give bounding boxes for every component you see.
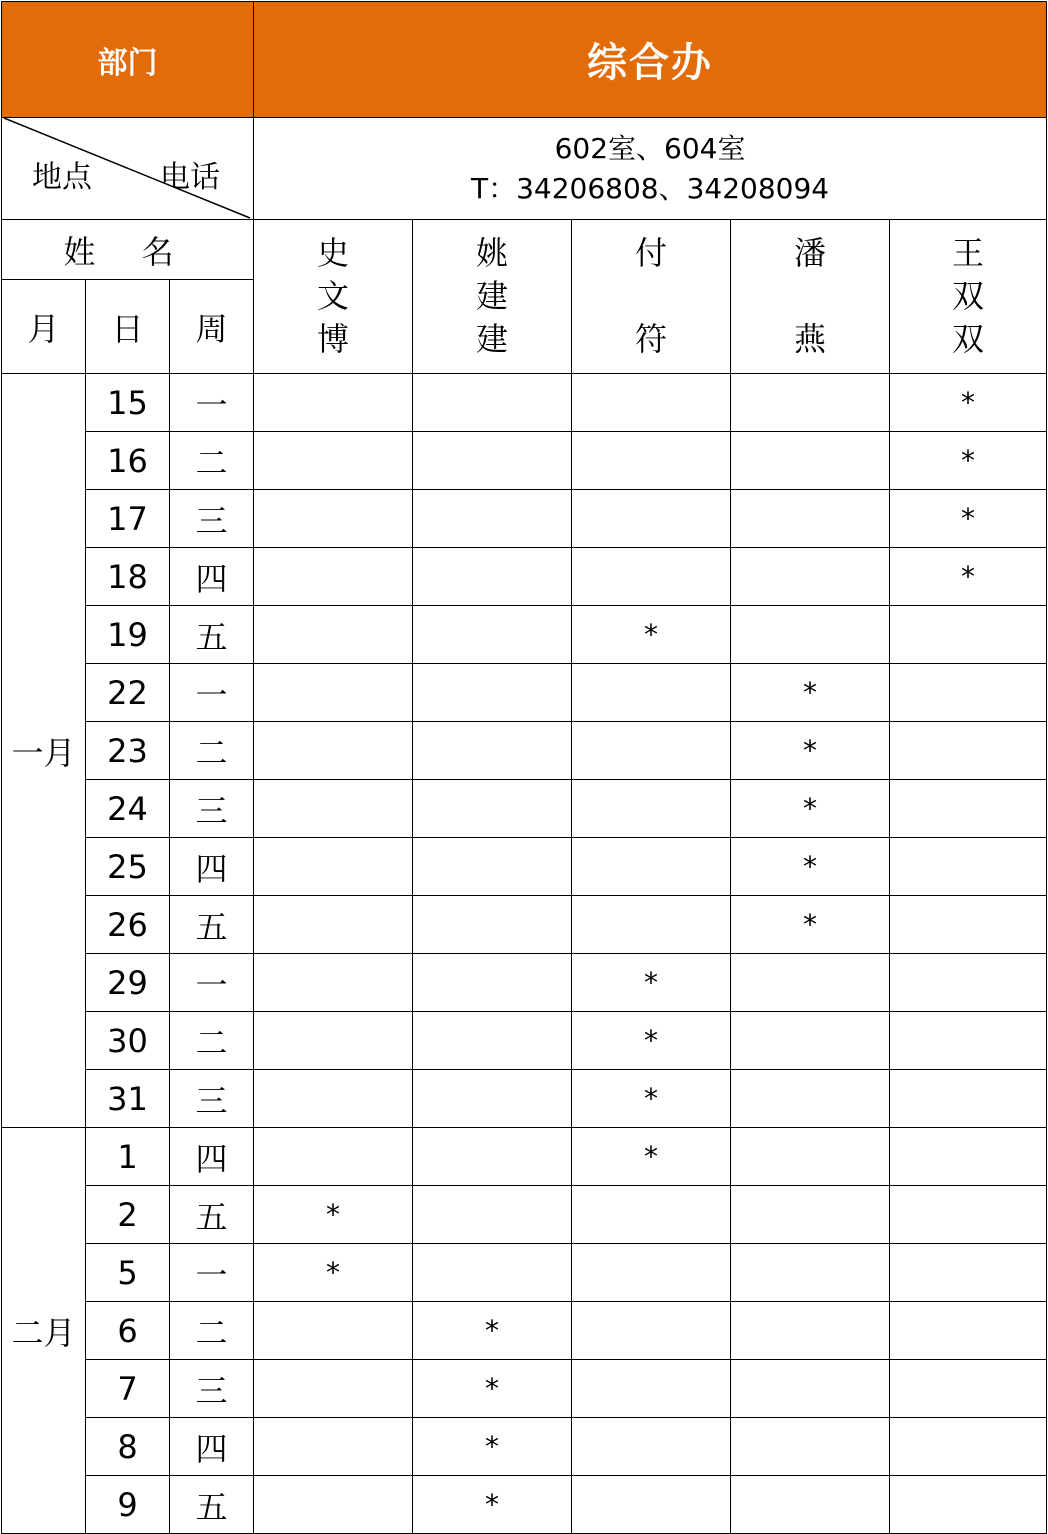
duty-mark-cell bbox=[890, 838, 1047, 896]
duty-mark-cell bbox=[413, 1244, 572, 1302]
duty-mark-cell bbox=[254, 1360, 413, 1418]
person-name-char bbox=[572, 275, 730, 318]
duty-mark-cell bbox=[572, 1476, 731, 1534]
duty-schedule-table bbox=[1, 1, 1047, 1534]
person-name-4 bbox=[731, 220, 890, 374]
duty-mark-cell: * bbox=[413, 1360, 572, 1418]
weekday-cell: 一 bbox=[170, 954, 254, 1012]
duty-mark-cell bbox=[890, 1244, 1047, 1302]
duty-mark-cell bbox=[254, 432, 413, 490]
duty-mark-cell bbox=[731, 1302, 890, 1360]
duty-mark-cell bbox=[572, 490, 731, 548]
schedule-row bbox=[2, 374, 1047, 432]
duty-mark-cell bbox=[890, 896, 1047, 954]
duty-mark-cell bbox=[572, 374, 731, 432]
weekday-cell: 二 bbox=[170, 1012, 254, 1070]
department-name: 综合办 bbox=[254, 2, 1047, 118]
duty-mark-cell: * bbox=[890, 432, 1047, 490]
duty-mark-cell bbox=[890, 664, 1047, 722]
duty-mark-cell bbox=[413, 780, 572, 838]
month-column-header: 月 bbox=[2, 280, 86, 374]
duty-mark-cell bbox=[254, 1128, 413, 1186]
duty-mark-cell bbox=[890, 1476, 1047, 1534]
duty-mark-cell bbox=[413, 548, 572, 606]
duty-mark-cell: * bbox=[731, 780, 890, 838]
name-title-row bbox=[2, 220, 1047, 280]
duty-mark-cell bbox=[413, 664, 572, 722]
schedule-row bbox=[2, 1244, 1047, 1302]
duty-mark-cell bbox=[731, 1128, 890, 1186]
name-title: 姓 名 bbox=[2, 220, 254, 280]
duty-mark-cell bbox=[254, 490, 413, 548]
schedule-row bbox=[2, 1128, 1047, 1186]
person-name-char: 王 bbox=[952, 234, 985, 272]
duty-mark-cell: * bbox=[731, 722, 890, 780]
schedule-row bbox=[2, 432, 1047, 490]
duty-mark-cell bbox=[254, 1476, 413, 1534]
weekday-cell: 四 bbox=[170, 548, 254, 606]
location-phone-row bbox=[2, 118, 1047, 220]
duty-mark-cell bbox=[572, 1244, 731, 1302]
duty-mark-cell bbox=[731, 606, 890, 664]
schedule-row bbox=[2, 1418, 1047, 1476]
duty-mark-cell: * bbox=[890, 548, 1047, 606]
duty-mark-cell bbox=[890, 1070, 1047, 1128]
schedule-row bbox=[2, 1070, 1047, 1128]
weekday-cell: 二 bbox=[170, 1302, 254, 1360]
day-cell: 2 bbox=[86, 1186, 170, 1244]
duty-mark-cell bbox=[254, 780, 413, 838]
duty-mark-cell bbox=[254, 954, 413, 1012]
duty-mark-cell bbox=[731, 1360, 890, 1418]
duty-mark-cell bbox=[254, 1070, 413, 1128]
person-name-char: 建 bbox=[476, 277, 509, 315]
weekday-cell: 一 bbox=[170, 1244, 254, 1302]
duty-mark-cell bbox=[890, 954, 1047, 1012]
schedule-row bbox=[2, 838, 1047, 896]
schedule-row bbox=[2, 954, 1047, 1012]
department-header-row bbox=[2, 2, 1047, 118]
day-cell: 8 bbox=[86, 1418, 170, 1476]
duty-mark-cell bbox=[731, 490, 890, 548]
person-name-char: 博 bbox=[317, 320, 350, 358]
duty-mark-cell: * bbox=[413, 1476, 572, 1534]
person-name-char: 文 bbox=[317, 277, 350, 315]
contact-info-cell bbox=[254, 118, 1047, 220]
duty-mark-cell: * bbox=[731, 896, 890, 954]
duty-mark-cell bbox=[254, 1302, 413, 1360]
person-name-char: 双 bbox=[952, 320, 985, 358]
location-phone-diagonal-cell bbox=[2, 118, 254, 220]
duty-mark-cell bbox=[413, 490, 572, 548]
duty-mark-cell bbox=[413, 374, 572, 432]
duty-mark-cell bbox=[890, 606, 1047, 664]
weekday-cell: 三 bbox=[170, 490, 254, 548]
duty-mark-cell bbox=[890, 1012, 1047, 1070]
weekday-cell: 三 bbox=[170, 1070, 254, 1128]
duty-mark-cell bbox=[731, 1012, 890, 1070]
schedule-row bbox=[2, 1476, 1047, 1534]
day-cell: 30 bbox=[86, 1012, 170, 1070]
weekday-cell: 四 bbox=[170, 838, 254, 896]
duty-mark-cell bbox=[731, 374, 890, 432]
duty-mark-cell bbox=[254, 374, 413, 432]
duty-mark-cell bbox=[731, 1418, 890, 1476]
schedule-row bbox=[2, 1012, 1047, 1070]
month-cell: 二月 bbox=[2, 1128, 86, 1534]
phone-numbers: T：34206808、34208094 bbox=[470, 171, 830, 205]
duty-mark-cell bbox=[254, 838, 413, 896]
schedule-row bbox=[2, 664, 1047, 722]
person-name-2 bbox=[413, 220, 572, 374]
duty-mark-cell bbox=[731, 432, 890, 490]
day-cell: 18 bbox=[86, 548, 170, 606]
duty-mark-cell: * bbox=[731, 838, 890, 896]
person-name-char: 建 bbox=[476, 320, 509, 358]
person-name-char bbox=[731, 275, 889, 318]
person-name-5 bbox=[890, 220, 1047, 374]
day-cell: 31 bbox=[86, 1070, 170, 1128]
duty-mark-cell bbox=[572, 548, 731, 606]
duty-mark-cell: * bbox=[572, 606, 731, 664]
duty-mark-cell bbox=[413, 1070, 572, 1128]
day-cell: 1 bbox=[86, 1128, 170, 1186]
duty-mark-cell bbox=[413, 896, 572, 954]
duty-mark-cell: * bbox=[890, 374, 1047, 432]
duty-mark-cell bbox=[413, 1128, 572, 1186]
day-cell: 9 bbox=[86, 1476, 170, 1534]
weekday-cell: 五 bbox=[170, 896, 254, 954]
duty-mark-cell bbox=[413, 432, 572, 490]
weekday-column-header: 周 bbox=[170, 280, 254, 374]
duty-mark-cell bbox=[413, 1186, 572, 1244]
duty-mark-cell bbox=[413, 954, 572, 1012]
room-numbers: 602室、604室 bbox=[554, 131, 746, 165]
person-name-char: 史 bbox=[317, 234, 350, 272]
person-name-char: 双 bbox=[952, 277, 985, 315]
duty-mark-cell: * bbox=[572, 1012, 731, 1070]
duty-mark-cell bbox=[731, 1244, 890, 1302]
duty-mark-cell bbox=[572, 722, 731, 780]
day-cell: 29 bbox=[86, 954, 170, 1012]
duty-mark-cell bbox=[413, 838, 572, 896]
day-cell: 19 bbox=[86, 606, 170, 664]
duty-mark-cell bbox=[890, 1418, 1047, 1476]
schedule-row bbox=[2, 722, 1047, 780]
duty-mark-cell bbox=[890, 1302, 1047, 1360]
weekday-cell: 二 bbox=[170, 722, 254, 780]
duty-mark-cell bbox=[254, 664, 413, 722]
person-name-3 bbox=[572, 220, 731, 374]
duty-mark-cell bbox=[890, 780, 1047, 838]
duty-mark-cell: * bbox=[254, 1186, 413, 1244]
schedule-row bbox=[2, 548, 1047, 606]
weekday-cell: 五 bbox=[170, 606, 254, 664]
person-name-char: 潘 bbox=[794, 234, 827, 272]
person-name-char: 付 bbox=[635, 234, 668, 272]
duty-mark-cell bbox=[413, 1012, 572, 1070]
duty-mark-cell bbox=[731, 954, 890, 1012]
schedule-row bbox=[2, 1360, 1047, 1418]
duty-mark-cell bbox=[890, 1360, 1047, 1418]
duty-mark-cell bbox=[254, 722, 413, 780]
person-name-char: 燕 bbox=[794, 320, 827, 358]
duty-mark-cell: * bbox=[731, 664, 890, 722]
duty-mark-cell: * bbox=[413, 1418, 572, 1476]
duty-mark-cell bbox=[731, 548, 890, 606]
weekday-cell: 二 bbox=[170, 432, 254, 490]
day-cell: 15 bbox=[86, 374, 170, 432]
duty-mark-cell: * bbox=[572, 954, 731, 1012]
duty-mark-cell: * bbox=[572, 1128, 731, 1186]
weekday-cell: 一 bbox=[170, 374, 254, 432]
person-name-1 bbox=[254, 220, 413, 374]
day-cell: 26 bbox=[86, 896, 170, 954]
day-cell: 5 bbox=[86, 1244, 170, 1302]
weekday-cell: 五 bbox=[170, 1476, 254, 1534]
schedule-row bbox=[2, 896, 1047, 954]
schedule-row bbox=[2, 780, 1047, 838]
day-cell: 24 bbox=[86, 780, 170, 838]
duty-mark-cell bbox=[890, 722, 1047, 780]
day-cell: 22 bbox=[86, 664, 170, 722]
duty-mark-cell bbox=[572, 1360, 731, 1418]
duty-mark-cell bbox=[572, 1186, 731, 1244]
weekday-cell: 三 bbox=[170, 780, 254, 838]
day-cell: 6 bbox=[86, 1302, 170, 1360]
day-column-header: 日 bbox=[86, 280, 170, 374]
person-name-char: 符 bbox=[635, 320, 668, 358]
duty-mark-cell bbox=[413, 722, 572, 780]
month-cell: 一月 bbox=[2, 374, 86, 1128]
day-cell: 7 bbox=[86, 1360, 170, 1418]
schedule-row bbox=[2, 490, 1047, 548]
duty-mark-cell: * bbox=[413, 1302, 572, 1360]
duty-mark-cell: * bbox=[572, 1070, 731, 1128]
duty-mark-cell bbox=[572, 432, 731, 490]
duty-mark-cell bbox=[572, 664, 731, 722]
weekday-cell: 四 bbox=[170, 1128, 254, 1186]
duty-mark-cell bbox=[254, 1418, 413, 1476]
weekday-cell: 五 bbox=[170, 1186, 254, 1244]
schedule-row bbox=[2, 1302, 1047, 1360]
duty-mark-cell: * bbox=[254, 1244, 413, 1302]
duty-mark-cell bbox=[731, 1186, 890, 1244]
day-cell: 23 bbox=[86, 722, 170, 780]
duty-mark-cell bbox=[572, 896, 731, 954]
duty-mark-cell bbox=[413, 606, 572, 664]
duty-mark-cell bbox=[731, 1476, 890, 1534]
day-cell: 17 bbox=[86, 490, 170, 548]
day-cell: 25 bbox=[86, 838, 170, 896]
duty-mark-cell bbox=[254, 606, 413, 664]
duty-mark-cell bbox=[254, 1012, 413, 1070]
duty-mark-cell bbox=[572, 838, 731, 896]
duty-mark-cell bbox=[890, 1128, 1047, 1186]
phone-label: 电话 bbox=[160, 160, 220, 195]
day-cell: 16 bbox=[86, 432, 170, 490]
weekday-cell: 四 bbox=[170, 1418, 254, 1476]
duty-mark-cell bbox=[254, 548, 413, 606]
duty-mark-cell bbox=[890, 1186, 1047, 1244]
duty-mark-cell: * bbox=[890, 490, 1047, 548]
duty-mark-cell bbox=[572, 1418, 731, 1476]
duty-mark-cell bbox=[572, 1302, 731, 1360]
duty-mark-cell bbox=[731, 1070, 890, 1128]
schedule-row bbox=[2, 1186, 1047, 1244]
weekday-cell: 三 bbox=[170, 1360, 254, 1418]
duty-mark-cell bbox=[254, 896, 413, 954]
department-label: 部门 bbox=[2, 2, 254, 118]
weekday-cell: 一 bbox=[170, 664, 254, 722]
person-name-char: 姚 bbox=[476, 234, 509, 272]
location-label: 地点 bbox=[32, 160, 92, 195]
duty-mark-cell bbox=[572, 780, 731, 838]
schedule-row bbox=[2, 606, 1047, 664]
